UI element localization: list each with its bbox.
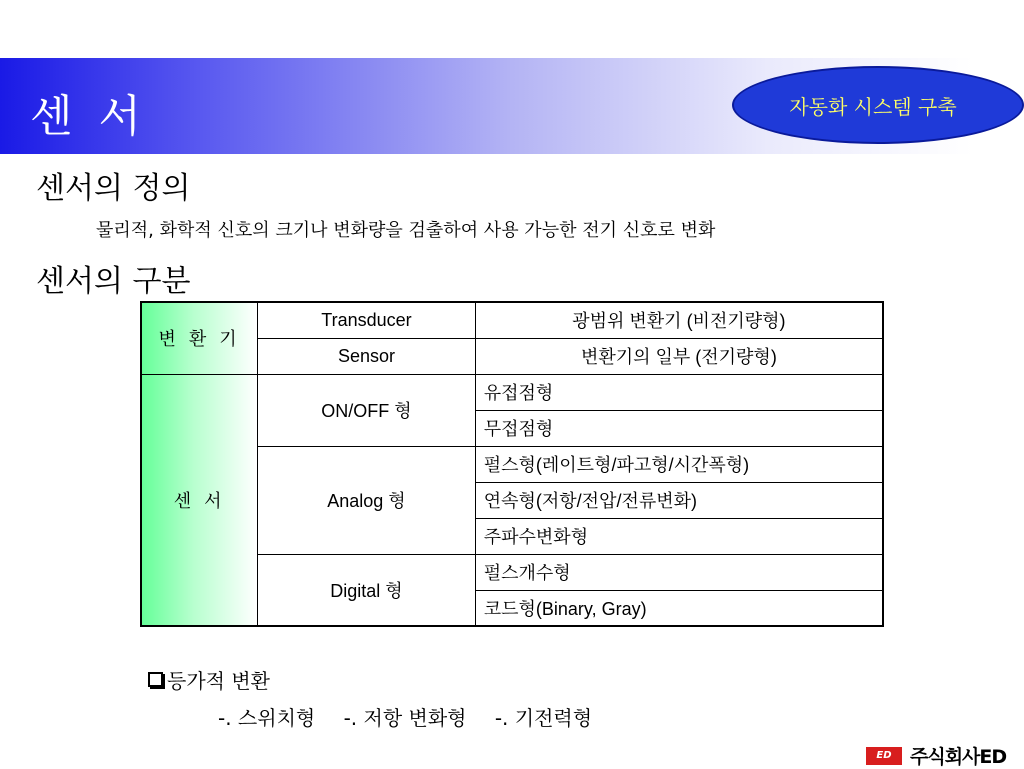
topic-badge-label: 자동화 시스템 구축 — [789, 94, 957, 119]
table-cell: Transducer — [258, 302, 476, 338]
equivalent-heading — [148, 665, 270, 694]
classification-heading: 센서의 구분 — [36, 264, 191, 299]
type-item: -. 저항 변화형 — [343, 706, 467, 730]
definition-heading: 센서의 정의 — [36, 171, 191, 206]
slide-title: 센 서 — [30, 91, 147, 142]
equivalent-types — [218, 702, 614, 731]
table-cell: Analog 형 — [258, 446, 476, 554]
table-cell: Digital 형 — [258, 554, 476, 626]
type-item: -. 스위치형 — [218, 706, 316, 730]
transducer-group-cell: 변 환 기 — [141, 302, 258, 374]
table-cell: 연속형(저항/전압/전류변화) — [475, 482, 883, 518]
definition-text: 물리적, 화학적 신호의 크기나 변화량을 검출하여 사용 가능한 전기 신호로 변화 — [96, 220, 716, 241]
table-cell: Sensor — [258, 338, 476, 374]
table-cell: 코드형(Binary, Gray) — [475, 590, 883, 626]
company-logo — [866, 742, 1006, 769]
company-name: 주식회사ED — [910, 746, 1007, 768]
equivalent-heading-label: 등가적 변환 — [167, 669, 270, 693]
sensor-group-cell: 센 서 — [141, 374, 258, 626]
table-cell: 광범위 변환기 (비전기량형) — [475, 302, 883, 338]
table-row — [141, 374, 883, 410]
table-cell: 무접점형 — [475, 410, 883, 446]
topic-badge — [732, 66, 1024, 144]
table-row — [141, 302, 883, 338]
table-cell: 펄스개수형 — [475, 554, 883, 590]
checkbox-bullet-icon — [148, 672, 163, 687]
table-cell: 변환기의 일부 (전기량형) — [475, 338, 883, 374]
table-cell: ON/OFF 형 — [258, 374, 476, 446]
type-item: -. 기전력형 — [494, 706, 593, 730]
classification-table — [140, 301, 884, 627]
table-cell: 유접점형 — [475, 374, 883, 410]
table-cell: 펄스형(레이트형/파고형/시간폭형) — [475, 446, 883, 482]
logo-mark-icon: ED — [866, 747, 902, 765]
table-cell: 주파수변화형 — [475, 518, 883, 554]
